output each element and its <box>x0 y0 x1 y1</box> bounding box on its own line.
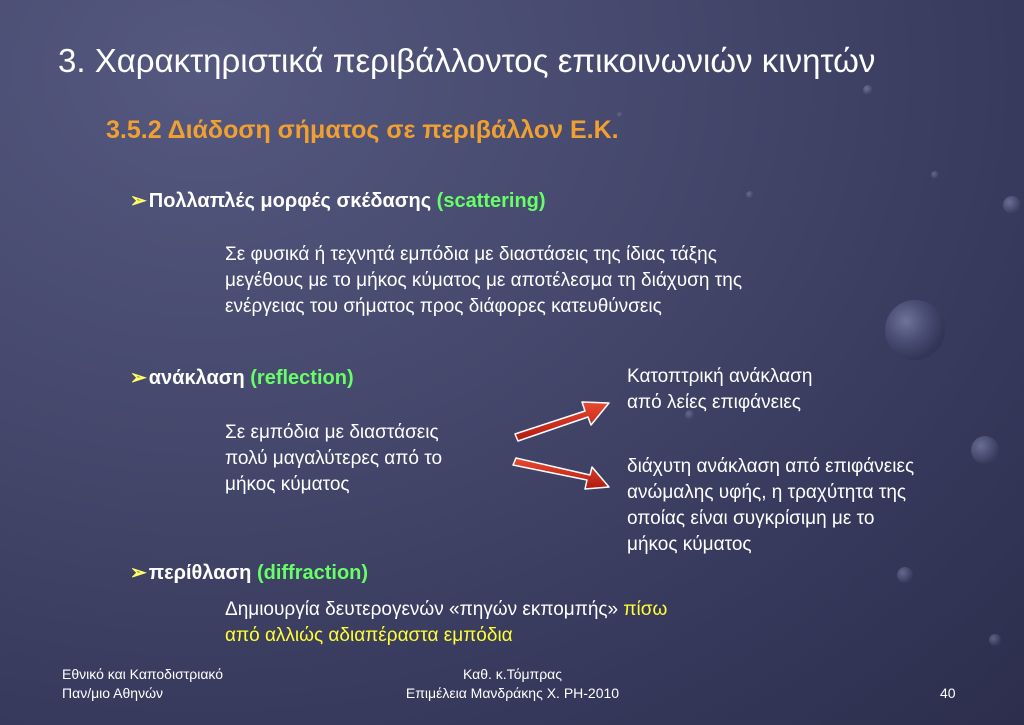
text-segment: Δημιουργία δευτερογενών «πηγών εκπομπής» <box>225 599 619 620</box>
text-line: μήκος κύματος <box>627 534 752 555</box>
bullet-label: περίθλαση <box>148 562 252 584</box>
bullet-term: (scattering) <box>436 190 546 212</box>
page-number: 40 <box>940 685 956 701</box>
reflection-description <box>225 420 442 498</box>
bullet-label: Πολλαπλές μορφές σκέδασης <box>148 190 432 212</box>
text-line: Καθ. κ.Τόμπρας <box>462 666 563 682</box>
text-line: Επιμέλεια Μανδράκης Χ. PH-2010 <box>405 685 620 701</box>
text-line: Κατοπτρική ανάκλαση <box>627 366 813 387</box>
diffraction-description <box>225 597 667 649</box>
bullet-arrow-icon: ➢ <box>130 562 147 584</box>
text-line: Εθνικό και Καποδιστριακό <box>62 666 224 682</box>
text-line: Σε εμπόδια με διαστάσεις <box>225 422 439 443</box>
bullet-term: (diffraction) <box>256 562 369 584</box>
bullet-term: (reflection) <box>250 367 354 389</box>
bullet-arrow-icon: ➢ <box>130 367 147 389</box>
highlight-text: πίσω <box>623 599 668 620</box>
bullet-arrow-icon: ➢ <box>130 190 147 212</box>
arrow-up-right-icon <box>515 402 609 441</box>
diffuse-reflection-note <box>627 454 914 558</box>
specular-reflection-note <box>627 364 812 416</box>
bullet-reflection <box>130 365 354 390</box>
bullet-diffraction <box>130 560 368 585</box>
text-line: μήκος κύματος <box>225 474 350 495</box>
text-line: ενέργειας του σήματος προς διάφορες κατευθύνσεις <box>225 296 662 317</box>
text-line: Παν/μιο Αθηνών <box>62 685 164 701</box>
text-line: οποίας είναι συγκρίσιμη με το <box>627 508 875 529</box>
text-line: από λείες επιφάνειες <box>627 392 801 413</box>
text-line: Σε φυσικά ή τεχνητά εμπόδια με διαστάσεις της ίδιας τάξης <box>225 244 717 265</box>
highlight-text: από αλλιώς αδιαπέραστα εμπόδια <box>225 625 513 646</box>
text-line: διάχυτη ανάκλαση από επιφάνειες <box>627 456 915 477</box>
text-line: ανώμαλης υφής, η τραχύτητα της <box>627 482 907 503</box>
footer-institution <box>62 665 223 703</box>
reflection-arrows <box>505 390 620 500</box>
text-line: μεγέθους με το μήκος κύματος με αποτέλεσμα τη διάχυση της <box>225 270 742 291</box>
slide-subtitle: 3.5.2 Διάδοση σήματος σε περιβάλλον Ε.Κ. <box>106 116 619 144</box>
scattering-description <box>225 242 742 320</box>
slide-title: 3. Χαρακτηριστικά περιβάλλοντος επικοινωνιών κινητών <box>58 42 876 79</box>
bullet-label: ανάκλαση <box>148 367 245 389</box>
text-line: πολύ μαγαλύτερες από το <box>225 448 443 469</box>
footer-author <box>350 665 675 703</box>
bullet-scattering <box>130 188 546 213</box>
arrow-down-right-icon <box>513 458 609 489</box>
